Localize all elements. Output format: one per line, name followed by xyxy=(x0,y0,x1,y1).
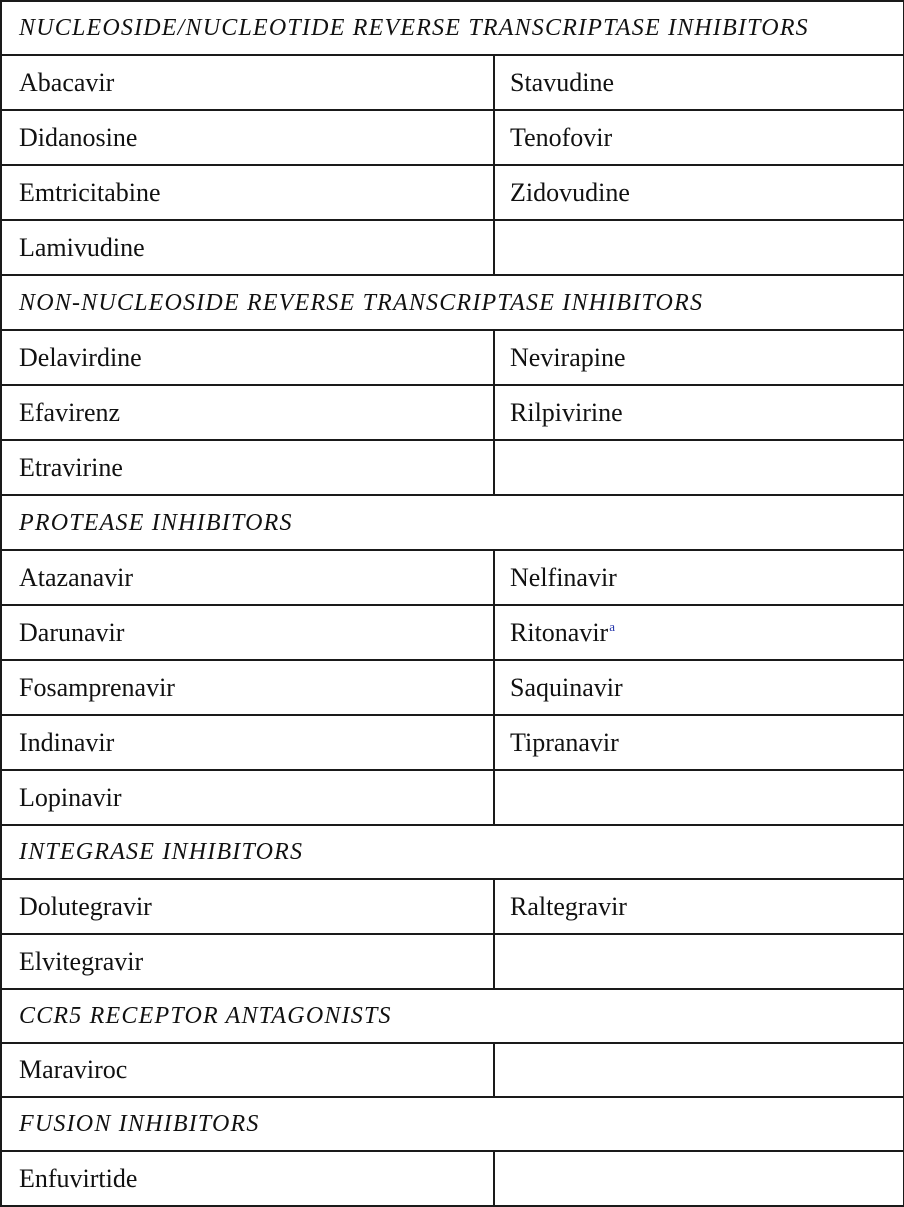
section-heading-row xyxy=(1,1097,904,1151)
table-row xyxy=(1,660,904,715)
drug-name-cell: Tipranavir xyxy=(494,715,904,770)
drug-name-cell: Delavirdine xyxy=(1,330,494,385)
empty-cell xyxy=(494,1151,904,1206)
table-row xyxy=(1,1151,904,1206)
drug-name-cell: Enfuvirtide xyxy=(1,1151,494,1206)
drug-name-cell: Raltegravir xyxy=(494,879,904,934)
section-heading-row xyxy=(1,989,904,1043)
drug-name-cell: Lopinavir xyxy=(1,770,494,825)
drug-name-cell: Darunavir xyxy=(1,605,494,660)
drug-name-cell: Zidovudine xyxy=(494,165,904,220)
empty-cell xyxy=(494,934,904,989)
drug-name-cell: Atazanavir xyxy=(1,550,494,605)
table-row xyxy=(1,550,904,605)
drug-name: Ritonavir xyxy=(510,617,609,647)
section-heading-row xyxy=(1,275,904,330)
empty-cell xyxy=(494,440,904,495)
drug-name-cell: Dolutegravir xyxy=(1,879,494,934)
drug-name-cell: Stavudine xyxy=(494,55,904,110)
section-heading-row xyxy=(1,1,904,55)
table-row xyxy=(1,110,904,165)
drug-name-cell: Elvitegravir xyxy=(1,934,494,989)
drug-name-cell: Saquinavir xyxy=(494,660,904,715)
section-heading-row xyxy=(1,495,904,550)
drug-name-cell: Emtricitabine xyxy=(1,165,494,220)
footnote-marker[interactable]: a xyxy=(609,618,615,634)
drug-name-cell: Nelfinavir xyxy=(494,550,904,605)
table-row xyxy=(1,440,904,495)
table-row xyxy=(1,55,904,110)
drug-name-cell: Indinavir xyxy=(1,715,494,770)
table-row xyxy=(1,165,904,220)
drug-name-cell: Didanosine xyxy=(1,110,494,165)
section-heading: NUCLEOSIDE/NUCLEOTIDE REVERSE TRANSCRIPTASE INHIBITORS xyxy=(1,1,904,55)
table-row xyxy=(1,770,904,825)
table-row xyxy=(1,934,904,989)
drug-name-cell: Efavirenz xyxy=(1,385,494,440)
section-heading: PROTEASE INHIBITORS xyxy=(1,495,904,550)
section-heading: CCR5 RECEPTOR ANTAGONISTS xyxy=(1,989,904,1043)
drug-name-cell: Tenofovir xyxy=(494,110,904,165)
drug-name-cell: Nevirapine xyxy=(494,330,904,385)
drug-name-cell: Abacavir xyxy=(1,55,494,110)
drug-name-cell: Etravirine xyxy=(1,440,494,495)
table-row xyxy=(1,1043,904,1097)
table-row xyxy=(1,605,904,660)
empty-cell xyxy=(494,1043,904,1097)
empty-cell xyxy=(494,770,904,825)
table-row xyxy=(1,879,904,934)
section-heading: FUSION INHIBITORS xyxy=(1,1097,904,1151)
table-row xyxy=(1,715,904,770)
drug-name-cell: Lamivudine xyxy=(1,220,494,275)
drug-name-cell: Rilpivirine xyxy=(494,385,904,440)
table-row xyxy=(1,385,904,440)
section-heading-row xyxy=(1,825,904,879)
table-row xyxy=(1,220,904,275)
drug-name-cell: Fosamprenavir xyxy=(1,660,494,715)
drug-name-cell-with-footnote xyxy=(494,605,904,660)
table-row xyxy=(1,330,904,385)
drug-name-cell: Maraviroc xyxy=(1,1043,494,1097)
section-heading: INTEGRASE INHIBITORS xyxy=(1,825,904,879)
empty-cell xyxy=(494,220,904,275)
section-heading: NON-NUCLEOSIDE REVERSE TRANSCRIPTASE INHIBITORS xyxy=(1,275,904,330)
